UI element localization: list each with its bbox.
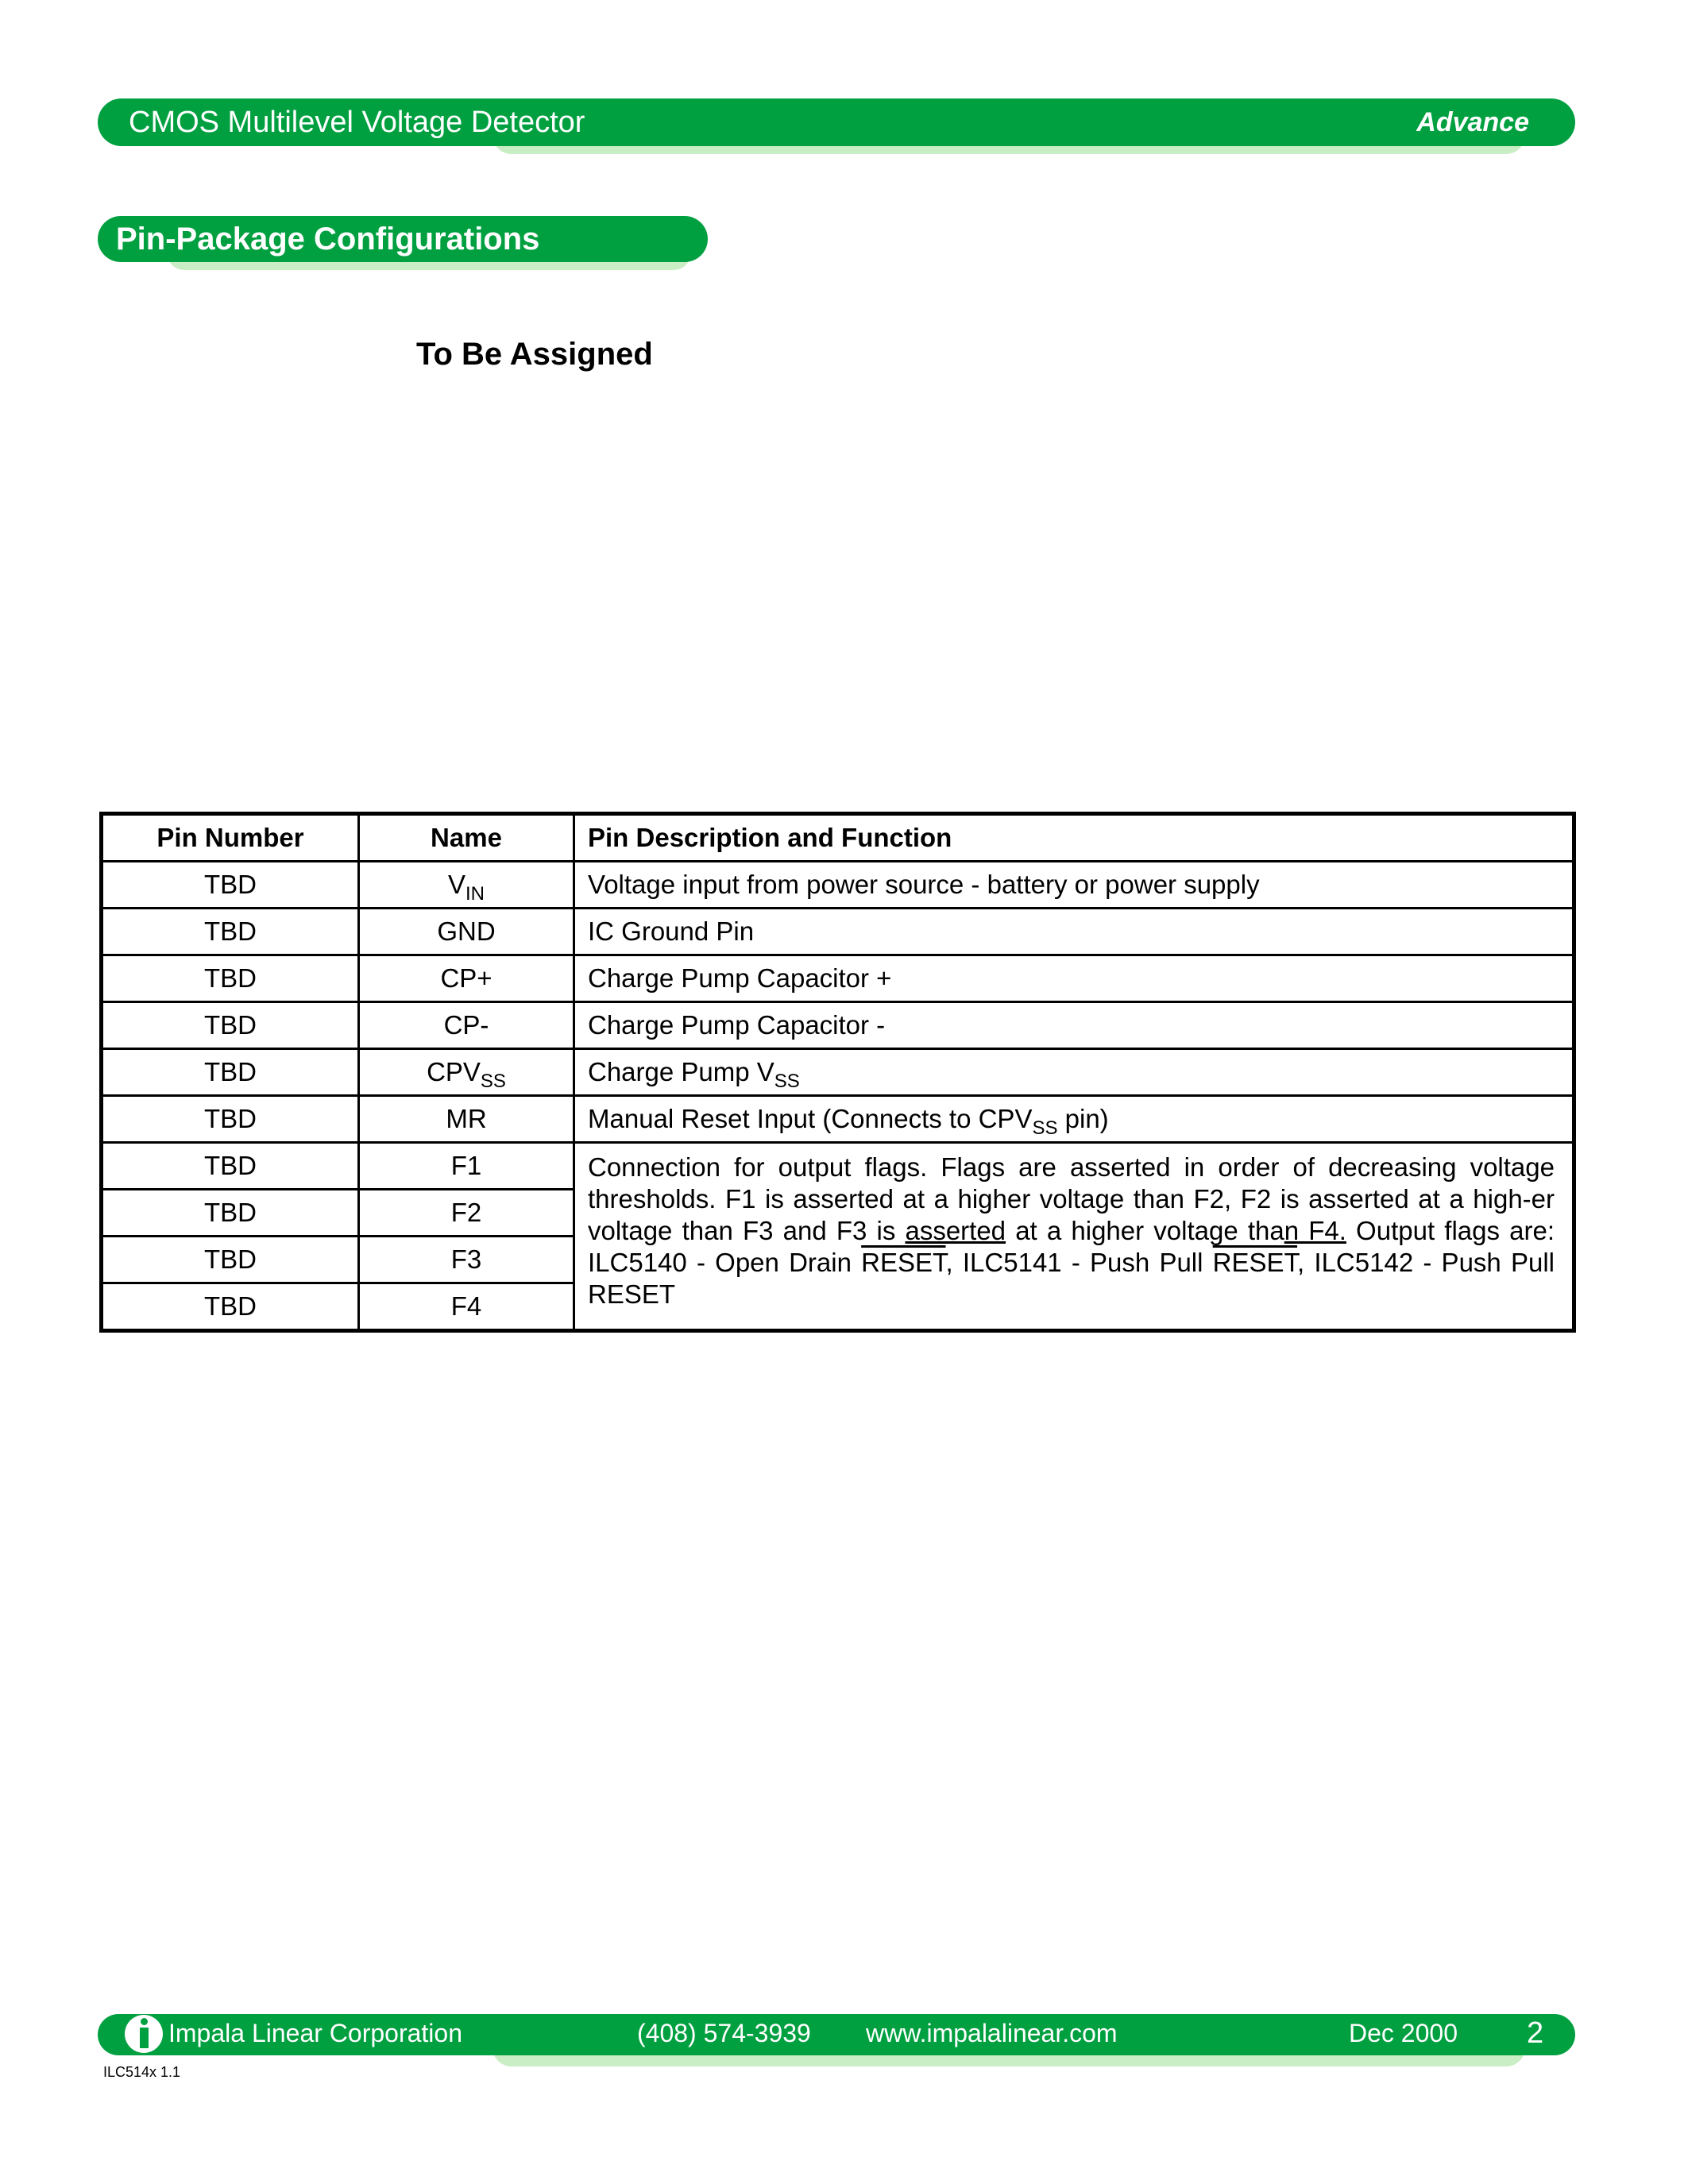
phone-number: (408) 574-3939 bbox=[637, 2019, 811, 2047]
logo-dot bbox=[141, 2018, 148, 2025]
document-date: Dec 2000 bbox=[1349, 2019, 1458, 2047]
table-row bbox=[102, 1002, 1574, 1049]
website-link[interactable]: www.impalalinear.com bbox=[866, 2019, 1118, 2047]
pin-number: TBD bbox=[102, 862, 359, 909]
pin-number: TBD bbox=[102, 1002, 359, 1049]
header-name: Name bbox=[359, 814, 574, 862]
pin-number: TBD bbox=[102, 909, 359, 955]
pin-description: Charge Pump Capacitor - bbox=[574, 1002, 1574, 1049]
pin-name: GND bbox=[359, 909, 574, 955]
table-header-row bbox=[102, 814, 1574, 862]
pin-name: $CPV_{SS}$ bbox=[359, 1049, 574, 1096]
table-row bbox=[102, 1049, 1574, 1096]
header-description: Pin Description and Function bbox=[574, 814, 1574, 862]
pin-name: F2 bbox=[359, 1190, 574, 1237]
pin-number: TBD bbox=[102, 1096, 359, 1143]
pin-description: Charge Pump $V_{SS}$ bbox=[574, 1049, 1574, 1096]
logo-bar bbox=[140, 2028, 149, 2048]
header-pin-number: Pin Number bbox=[102, 814, 359, 862]
pin-name: MR bbox=[359, 1096, 574, 1143]
pin-number: TBD bbox=[102, 1143, 359, 1190]
pin-name: F3 bbox=[359, 1237, 574, 1283]
table-row bbox=[102, 955, 1574, 1002]
pin-description: Voltage input from power source - battery or power supply bbox=[574, 862, 1574, 909]
pin-number: TBD bbox=[102, 1237, 359, 1283]
pin-table bbox=[99, 812, 1576, 1333]
pin-description: Charge Pump Capacitor + bbox=[574, 955, 1574, 1002]
pin-name: $V_{IN}$ bbox=[359, 862, 574, 909]
status-label: Advance bbox=[1416, 107, 1529, 137]
pin-description: IC Ground Pin bbox=[574, 909, 1574, 955]
package-note: To Be Assigned bbox=[416, 337, 653, 372]
table-row bbox=[102, 1143, 1574, 1190]
table-row bbox=[102, 1096, 1574, 1143]
pin-number: TBD bbox=[102, 1049, 359, 1096]
flags-description: Connection for output flags. Flags are asserted in order of decreasing voltage thresholds. F1 is asserted at a higher voltage than F2, F2 is asserted at a high-er voltage than F3 and F3 is asserted at a higher voltage than F4. Output flags are: ILC5140 - Open Drain RESET, ILC5141 - Push Pull RESET, ILC5142 - Push Pull RESET bbox=[574, 1143, 1574, 1331]
page-number: 2 bbox=[1527, 2016, 1544, 2050]
table-row bbox=[102, 909, 1574, 955]
document-code: ILC514x 1.1 bbox=[103, 2064, 181, 2080]
table-row bbox=[102, 862, 1574, 909]
pin-number: TBD bbox=[102, 955, 359, 1002]
pin-number: TBD bbox=[102, 1283, 359, 1331]
document-title: CMOS Multilevel Voltage Detector bbox=[129, 106, 585, 139]
section-title: Pin-Package Configurations bbox=[116, 222, 540, 257]
pin-name: CP+ bbox=[359, 955, 574, 1002]
pin-name: F4 bbox=[359, 1283, 574, 1331]
pin-name: F1 bbox=[359, 1143, 574, 1190]
pin-name: CP- bbox=[359, 1002, 574, 1049]
pin-number: TBD bbox=[102, 1190, 359, 1237]
company-name: Impala Linear Corporation bbox=[168, 2019, 462, 2047]
pin-description: Manual Reset Input (Connects to $CPV_{SS}$ pin) bbox=[574, 1096, 1574, 1143]
